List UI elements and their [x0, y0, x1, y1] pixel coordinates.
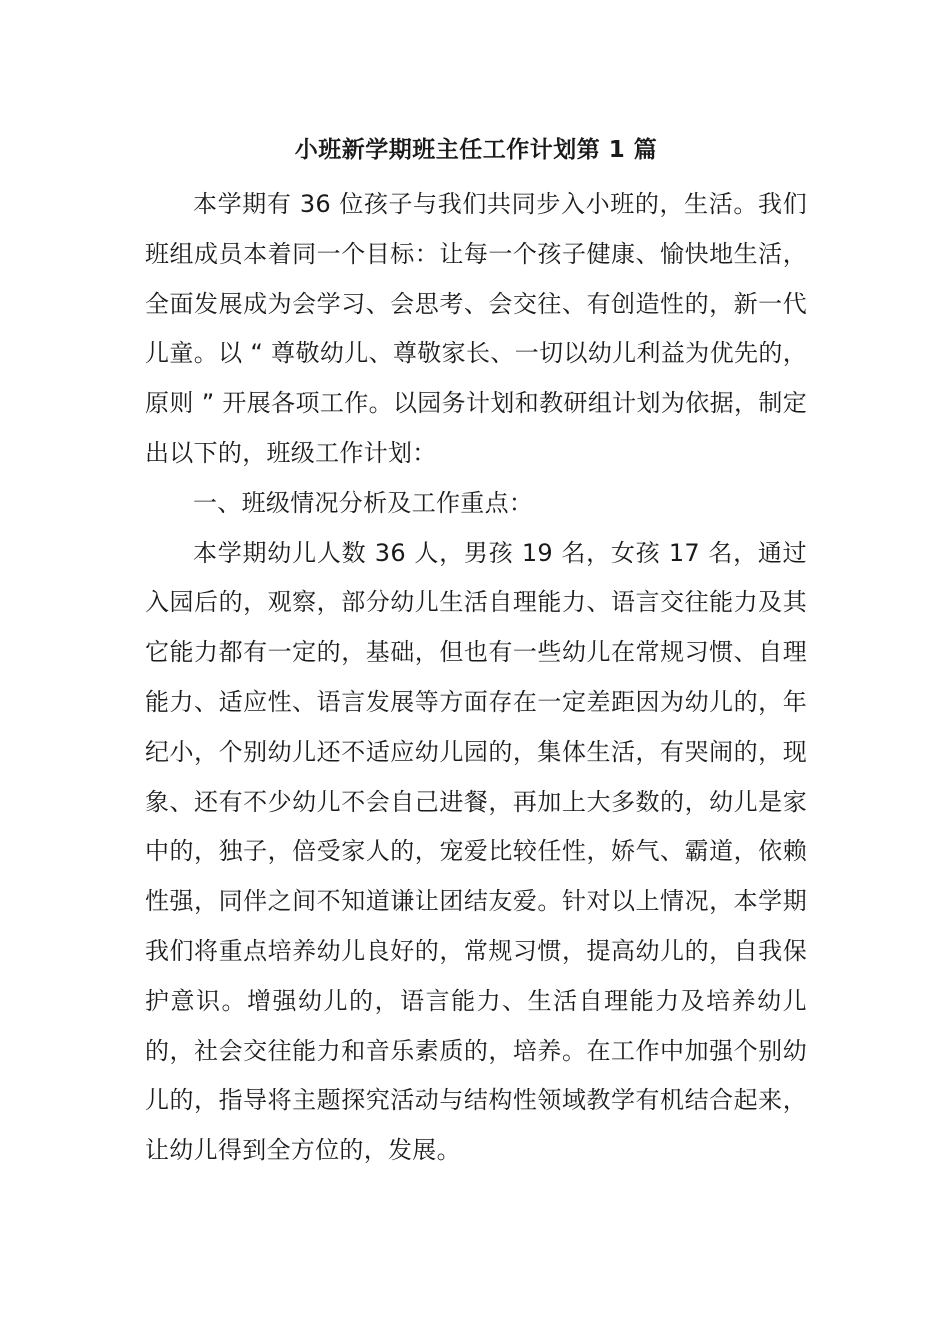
- document-page: [145, 128, 807, 1176]
- document-title: 小班新学期班主任工作计划第 1 篇: [294, 137, 658, 163]
- paragraph-intro: 本学期有 36 位孩子与我们共同步入小班的，生活。我们班组成员本着同一个目标：让每一个孩子健康、愉快地生活，全面发展成为会学习、会思考、会交往、有创造性的，新一代儿童。以 “ 尊敬幼儿、尊敬家长、一切以幼儿利益为优先的，原则 ” 开展各项工作。以园务计划和教研组计划为依据，制定出以下的，班级工作计划：: [145, 190, 807, 467]
- paragraph-class-analysis: 本学期幼儿人数 36 人，男孩 19 名，女孩 17 名，通过入园后的，观察，部分幼儿生活自理能力、语言交往能力及其它能力都有一定的，基础，但也有一些幼儿在常规习惯、自理能力、适应性、语言发展等方面存在一定差距因为幼儿的，年纪小，个别幼儿还不适应幼儿园的，集体生活，有哭闹的，现象、还有不少幼儿不会自己进餐，再加上大多数的，幼儿是家中的，独子，倍受家人的，宠爱比较任性，娇气、霸道，依赖性强，同伴之间不知道谦让团结友爱。针对以上情况，本学期我们将重点培养幼儿良好的，常规习惯，提高幼儿的，自我保护意识。增强幼儿的，语言能力、生活自理能力及培养幼儿的，社会交往能力和音乐素质的，培养。在工作中加强个别幼儿的，指导将主题探究活动与结构性领域教学有机结合起来，让幼儿得到全方位的，发展。: [145, 538, 807, 1165]
- paragraph-section-heading: 一、班级情况分析及工作重点：: [193, 488, 534, 517]
